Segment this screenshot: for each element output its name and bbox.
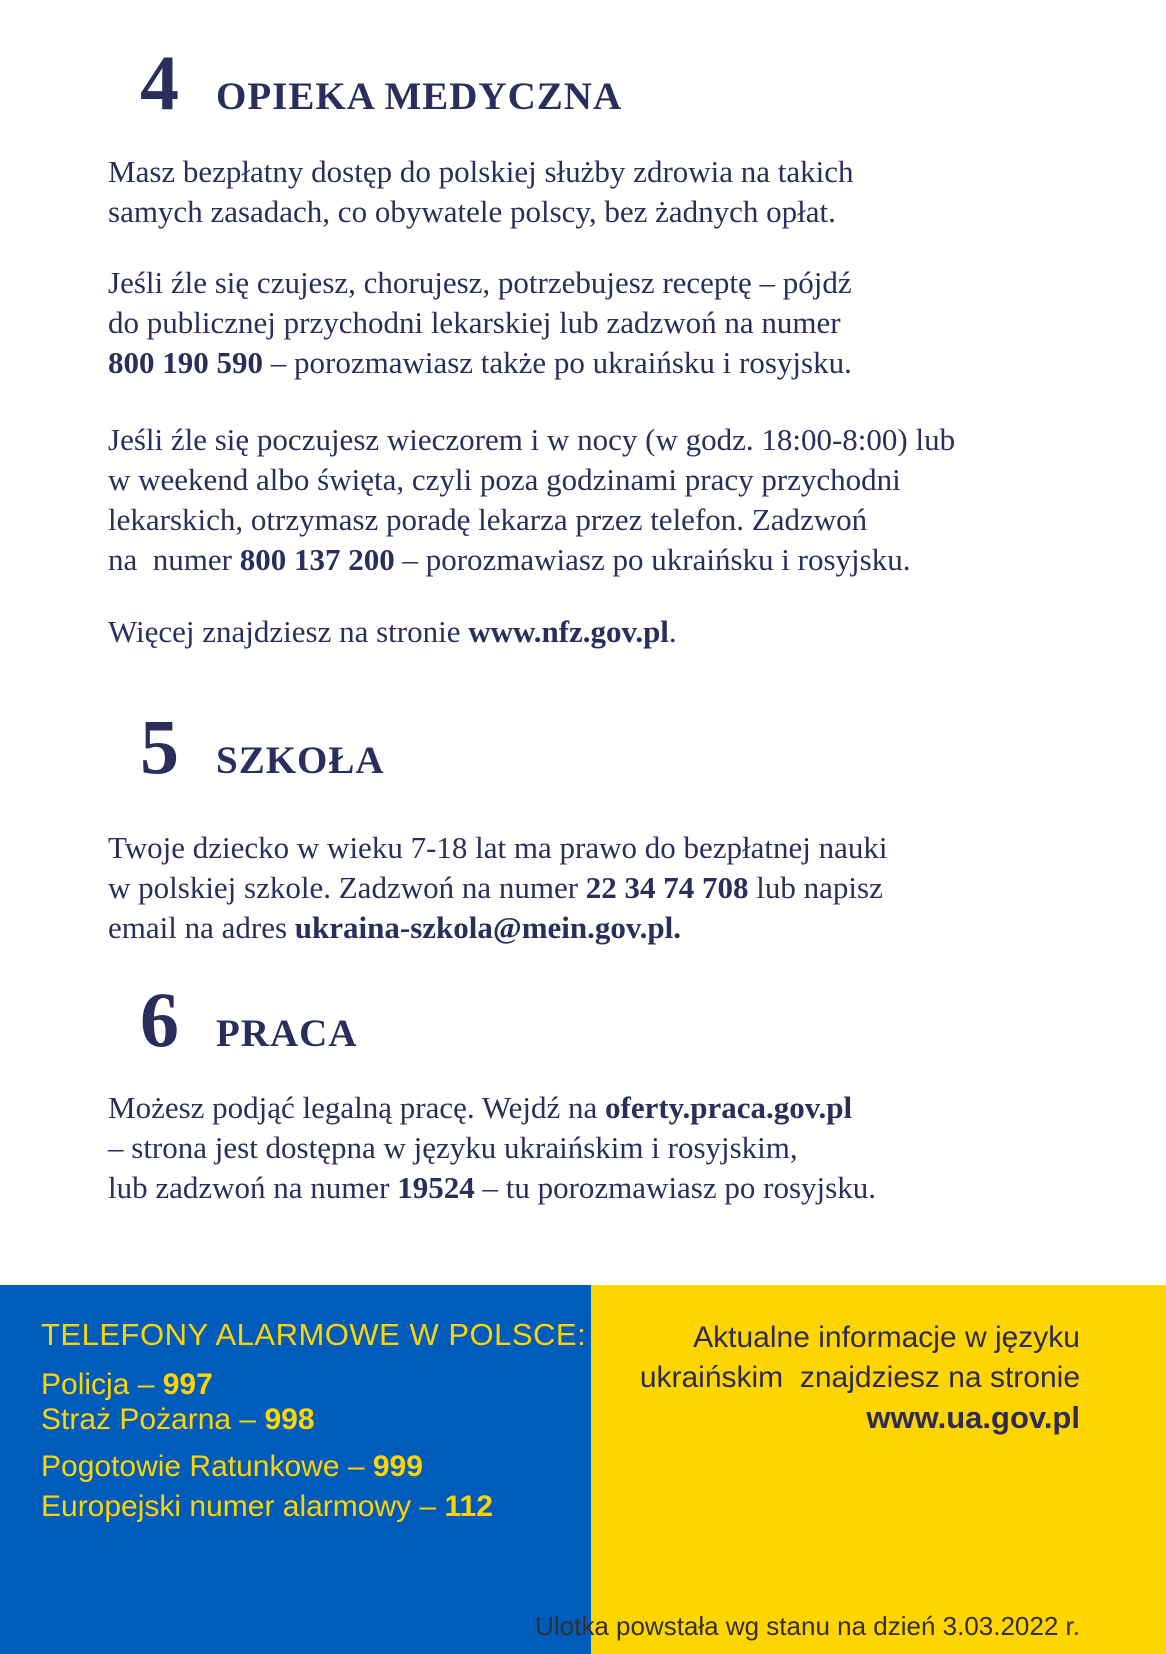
phone-number-night-care: 800 137 200 bbox=[239, 542, 395, 577]
medical-p2-line3-rest: – porozmawiasz także po ukraińsku i rosyjsku. bbox=[263, 345, 852, 380]
section-number-work: 6 bbox=[140, 976, 179, 1063]
section-header-work bbox=[140, 976, 358, 1063]
praca-url: oferty.praca.gov.pl bbox=[605, 1090, 853, 1125]
emergency-item-fire bbox=[41, 1403, 315, 1437]
medical-p3-line3: lekarskich, otrzymasz poradę lekarza przez telefon. Zadzwoń bbox=[108, 502, 868, 537]
nfz-url: www.nfz.gov.pl bbox=[468, 614, 669, 649]
medical-p4-rest: . bbox=[668, 614, 677, 649]
info-panel bbox=[535, 1285, 1166, 1654]
emergency-panel bbox=[0, 1285, 591, 1654]
medical-p1-line2: samych zasadach, co obywatele polscy, bez żadnych opłat. bbox=[108, 194, 836, 229]
ua-gov-url: www.ua.gov.pl bbox=[866, 1400, 1080, 1435]
school-email-address: ukraina-szkola@mein.gov.pl. bbox=[294, 910, 682, 945]
emergency-heading: TELEFONY ALARMOWE W POLSCE: bbox=[41, 1317, 587, 1352]
work-p1-line2: – strona jest dostępna w języku ukraińskim i rosyjskim, bbox=[108, 1130, 798, 1165]
phone-number-work: 19524 bbox=[397, 1170, 475, 1205]
emergency-label-fire: Straż Pożarna – bbox=[41, 1403, 265, 1436]
medical-p1-line1: Masz bezpłatny dostęp do polskiej służby zdrowia na takich bbox=[108, 154, 854, 189]
section-title-work: PRACA bbox=[216, 1012, 358, 1055]
section-title-medical: OPIEKA MEDYCZNA bbox=[216, 75, 623, 118]
medical-p3-line1: Jeśli źle się poczujesz wieczorem i w nocy (w godz. 18:00-8:00) lub bbox=[108, 422, 956, 457]
medical-p3-line2: w weekend albo święta, czyli poza godzinami pracy przychodni bbox=[108, 462, 901, 497]
medical-paragraph-3 bbox=[108, 420, 955, 580]
school-p1-line1: Twoje dziecko w wieku 7-18 lat ma prawo do bezpłatnej nauki bbox=[108, 830, 888, 865]
work-p1-line1-pre: Możesz podjąć legalną pracę. Wejdź na bbox=[108, 1090, 605, 1125]
medical-paragraph-2 bbox=[108, 263, 852, 383]
emergency-number-police: 997 bbox=[162, 1368, 213, 1401]
emergency-label-ambulance: Pogotowie Ratunkowe – bbox=[41, 1450, 373, 1483]
work-p1-line3-pre: lub zadzwoń na numer bbox=[108, 1170, 398, 1205]
info-line-1: Aktualne informacje w języku bbox=[693, 1321, 1080, 1354]
phone-number-health-hotline: 800 190 590 bbox=[108, 345, 263, 380]
emergency-number-european: 112 bbox=[444, 1490, 493, 1523]
leaflet-date: Ulotka powstała wg stanu na dzień 3.03.2022 r. bbox=[535, 1611, 1080, 1641]
section-header-school bbox=[140, 703, 385, 790]
section-header-medical bbox=[140, 39, 623, 126]
school-paragraph bbox=[108, 828, 887, 948]
medical-p2-line2: do publicznej przychodni lekarskiej lub zadzwoń na numer bbox=[108, 305, 841, 340]
section-title-school: SZKOŁA bbox=[216, 739, 385, 782]
school-p1-line3-pre: email na adres bbox=[108, 910, 295, 945]
flag-band bbox=[0, 1285, 1166, 1654]
emergency-label-european: Europejski numer alarmowy – bbox=[41, 1490, 445, 1523]
medical-p4-pre: Więcej znajdziesz na stronie bbox=[108, 614, 469, 649]
phone-number-school: 22 34 74 708 bbox=[585, 870, 749, 905]
medical-p2-line1: Jeśli źle się czujesz, chorujesz, potrzebujesz receptę – pójdź bbox=[108, 265, 852, 300]
work-paragraph bbox=[108, 1088, 876, 1208]
school-p1-line2-pre: w polskiej szkole. Zadzwoń na numer bbox=[108, 870, 586, 905]
section-number-school: 5 bbox=[140, 703, 179, 790]
emergency-number-ambulance: 999 bbox=[372, 1450, 423, 1483]
emergency-item-police bbox=[41, 1368, 213, 1402]
medical-p3-line4-pre: na numer bbox=[108, 542, 240, 577]
work-p1-line3-rest: – tu porozmawiasz po rosyjsku. bbox=[474, 1170, 876, 1205]
emergency-item-ambulance bbox=[41, 1450, 423, 1484]
medical-paragraph-1 bbox=[108, 152, 854, 232]
emergency-item-european bbox=[41, 1490, 493, 1524]
emergency-number-fire: 998 bbox=[264, 1403, 315, 1436]
medical-p3-line4-rest: – porozmawiasz po ukraińsku i rosyjsku. bbox=[394, 542, 911, 577]
section-number-medical: 4 bbox=[140, 39, 179, 126]
emergency-label-police: Policja – bbox=[41, 1368, 163, 1401]
school-p1-line2-rest: lub napisz bbox=[748, 870, 883, 905]
info-line-2: ukraińskim znajdziesz na stronie bbox=[639, 1361, 1080, 1394]
medical-paragraph-4 bbox=[108, 612, 677, 652]
